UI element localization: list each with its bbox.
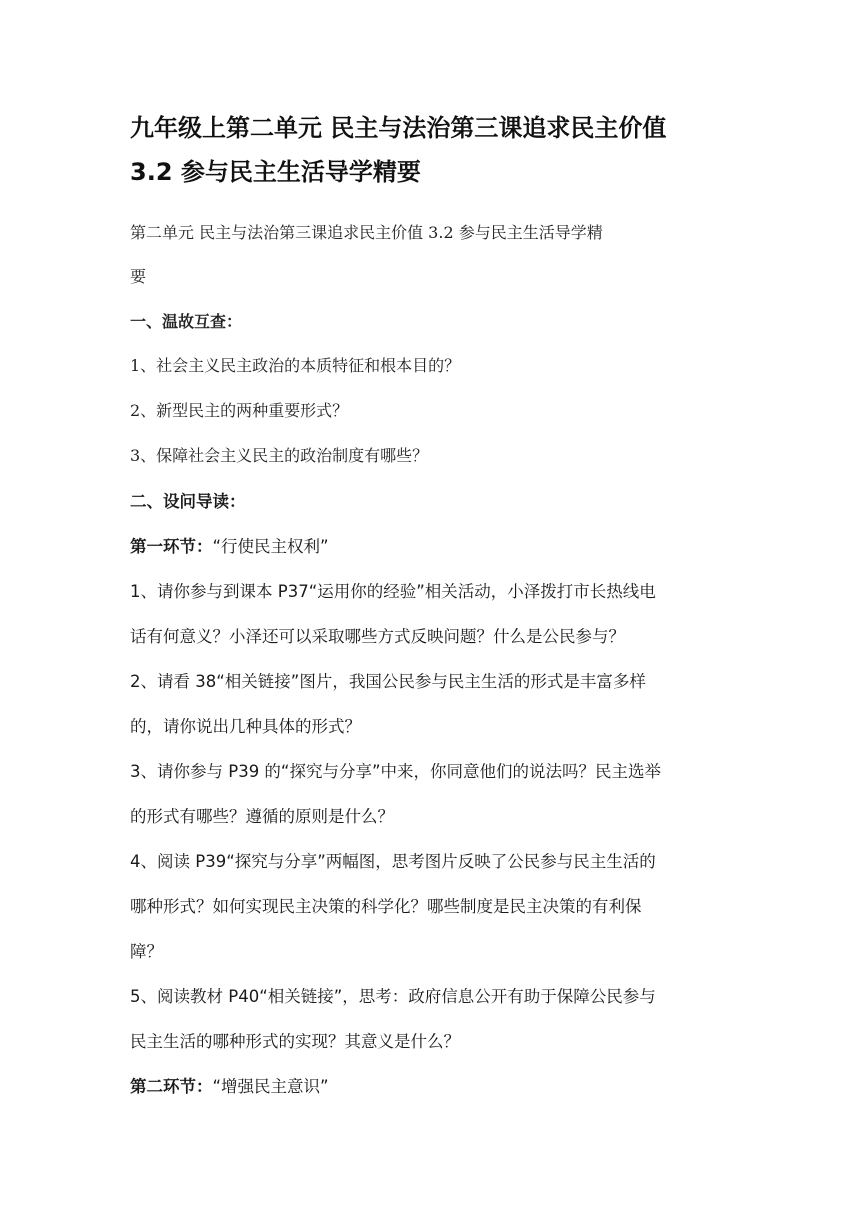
question-line: 的，请你说出几种具体的形式？: [130, 717, 361, 736]
part-2-label: 第二环节：: [130, 1077, 213, 1096]
question-line: 民主生活的哪种形式的实现？其意义是什么？: [130, 1032, 460, 1051]
part-2-heading: [130, 1076, 730, 1098]
review-question-3: 3、保障社会主义民主的政治制度有哪些？: [130, 446, 429, 465]
section-1-heading: 一、温故互查：: [130, 312, 243, 331]
question-line: 障？: [130, 942, 163, 961]
intro-line-1: 第二单元 民主与法治第三课追求民主价值 3.2 参与民主生活导学精: [130, 223, 603, 242]
question-line: 哪种形式？如何实现民主决策的科学化？哪些制度是民主决策的有利保: [130, 897, 642, 916]
review-question-2: 2、新型民主的两种重要形式？: [130, 401, 349, 420]
question-line: 2、请看 38“相关链接”图片，我国公民参与民主生活的形式是丰富多样: [130, 672, 646, 691]
section-2-heading: 二、设问导读：: [130, 492, 246, 511]
question-line: 话有何意义？小泽还可以采取哪些方式反映问题？什么是公民参与？: [130, 627, 625, 646]
review-question-1: 1、社会主义民主政治的本质特征和根本目的？: [130, 356, 461, 375]
part-1-title: “行使民主权利”: [212, 537, 329, 556]
question-line: 1、请你参与到课本 P37“运用你的经验”相关活动，小泽拨打市长热线电: [130, 582, 656, 601]
question-line: 4、阅读 P39“探究与分享”两幅图，思考图片反映了公民参与民主生活的: [130, 852, 656, 871]
document-title-line-2: 3.2 参与民主生活导学精要: [130, 158, 421, 186]
question-line: 5、阅读教材 P40“相关链接”，思考：政府信息公开有助于保障公民参与: [130, 987, 656, 1006]
part-1-label: 第一环节：: [130, 537, 213, 556]
document-title-line-1: 九年级上第二单元 民主与法治第三课追求民主价值: [130, 114, 667, 142]
question-line: 3、请你参与 P39 的“探究与分享”中来，你同意他们的说法吗？民主选举: [130, 762, 662, 781]
part-2-title: “增强民主意识”: [212, 1077, 329, 1096]
intro-line-2: 要: [130, 267, 147, 286]
question-line: 的形式有哪些？遵循的原则是什么？: [130, 807, 394, 826]
part-1-heading: [130, 536, 730, 558]
